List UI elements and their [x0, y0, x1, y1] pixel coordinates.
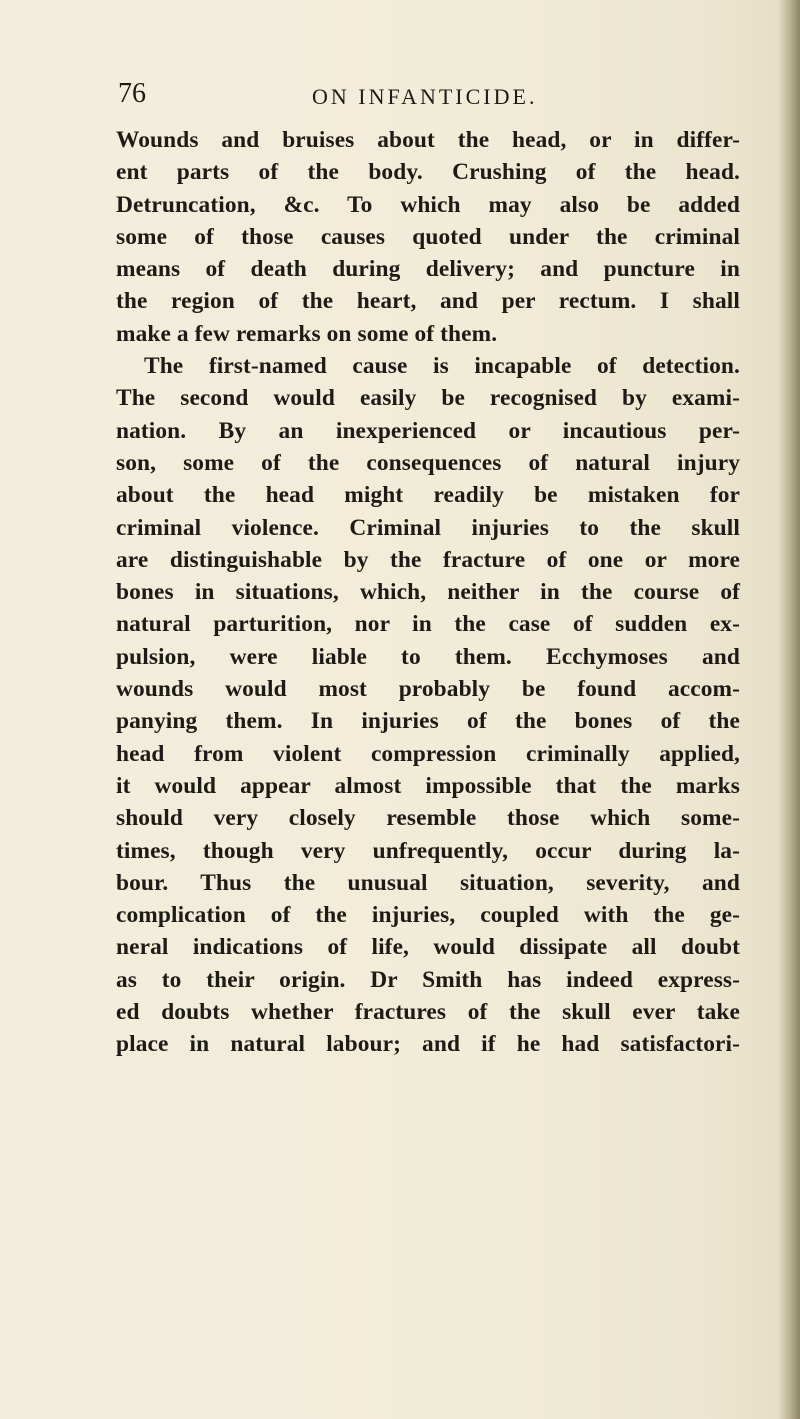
- text-line: Detruncation, &c. To which may also be added: [116, 191, 740, 218]
- text-line: panying them. In injuries of the bones of the: [116, 708, 740, 735]
- body-text: [116, 124, 740, 1061]
- text-line: are distinguishable by the fracture of one or more: [116, 546, 740, 573]
- text-line: son, some of the consequences of natural injury: [116, 449, 740, 476]
- text-line: The second would easily be recognised by exami-: [116, 385, 740, 412]
- text-line: nation. By an inexperienced or incautious per-: [116, 417, 740, 444]
- text-line: ed doubts whether fractures of the skull ever take: [116, 999, 740, 1026]
- text-line: Wounds and bruises about the head, or in differ-: [116, 127, 740, 153]
- text-line: means of death during delivery; and puncture in: [116, 256, 740, 283]
- text-line: place in natural labour; and if he had satisfactori-: [116, 1031, 740, 1058]
- text-line: it would appear almost impossible that the marks: [116, 772, 740, 799]
- text-line: bour. Thus the unusual situation, severity, and: [116, 869, 740, 896]
- text-line: pulsion, were liable to them. Ecchymoses and: [116, 643, 740, 670]
- text-line: wounds would most probably be found accom-: [116, 676, 740, 703]
- text-line: criminal violence. Criminal injuries to the skull: [116, 514, 740, 541]
- page-number: 76: [118, 78, 146, 109]
- text-line: some of those causes quoted under the criminal: [116, 223, 740, 250]
- text-line: should very closely resemble those which some-: [116, 805, 740, 832]
- text-line: natural parturition, nor in the case of sudden ex-: [116, 611, 740, 638]
- text-line: complication of the injuries, coupled with the ge-: [116, 902, 740, 929]
- text-line: make a few remarks on some of them.: [116, 320, 498, 347]
- page-header: [0, 78, 800, 118]
- text-line: the region of the heart, and per rectum. I shall: [116, 288, 740, 315]
- page-edge-shadow: [778, 0, 800, 1419]
- text-line: head from violent compression criminally applied,: [116, 740, 740, 767]
- text-line: ent parts of the body. Crushing of the head.: [116, 159, 740, 186]
- text-line: The first-named cause is incapable of detection.: [144, 353, 740, 380]
- text-line: about the head might readily be mistaken for: [116, 482, 740, 509]
- running-title: ON INFANTICIDE.: [312, 84, 538, 109]
- text-line: neral indications of life, would dissipate all doubt: [116, 934, 740, 961]
- text-line: bones in situations, which, neither in the course of: [116, 579, 740, 606]
- text-line: times, though very unfrequently, occur during la-: [116, 837, 740, 864]
- text-line: as to their origin. Dr Smith has indeed express-: [116, 966, 740, 993]
